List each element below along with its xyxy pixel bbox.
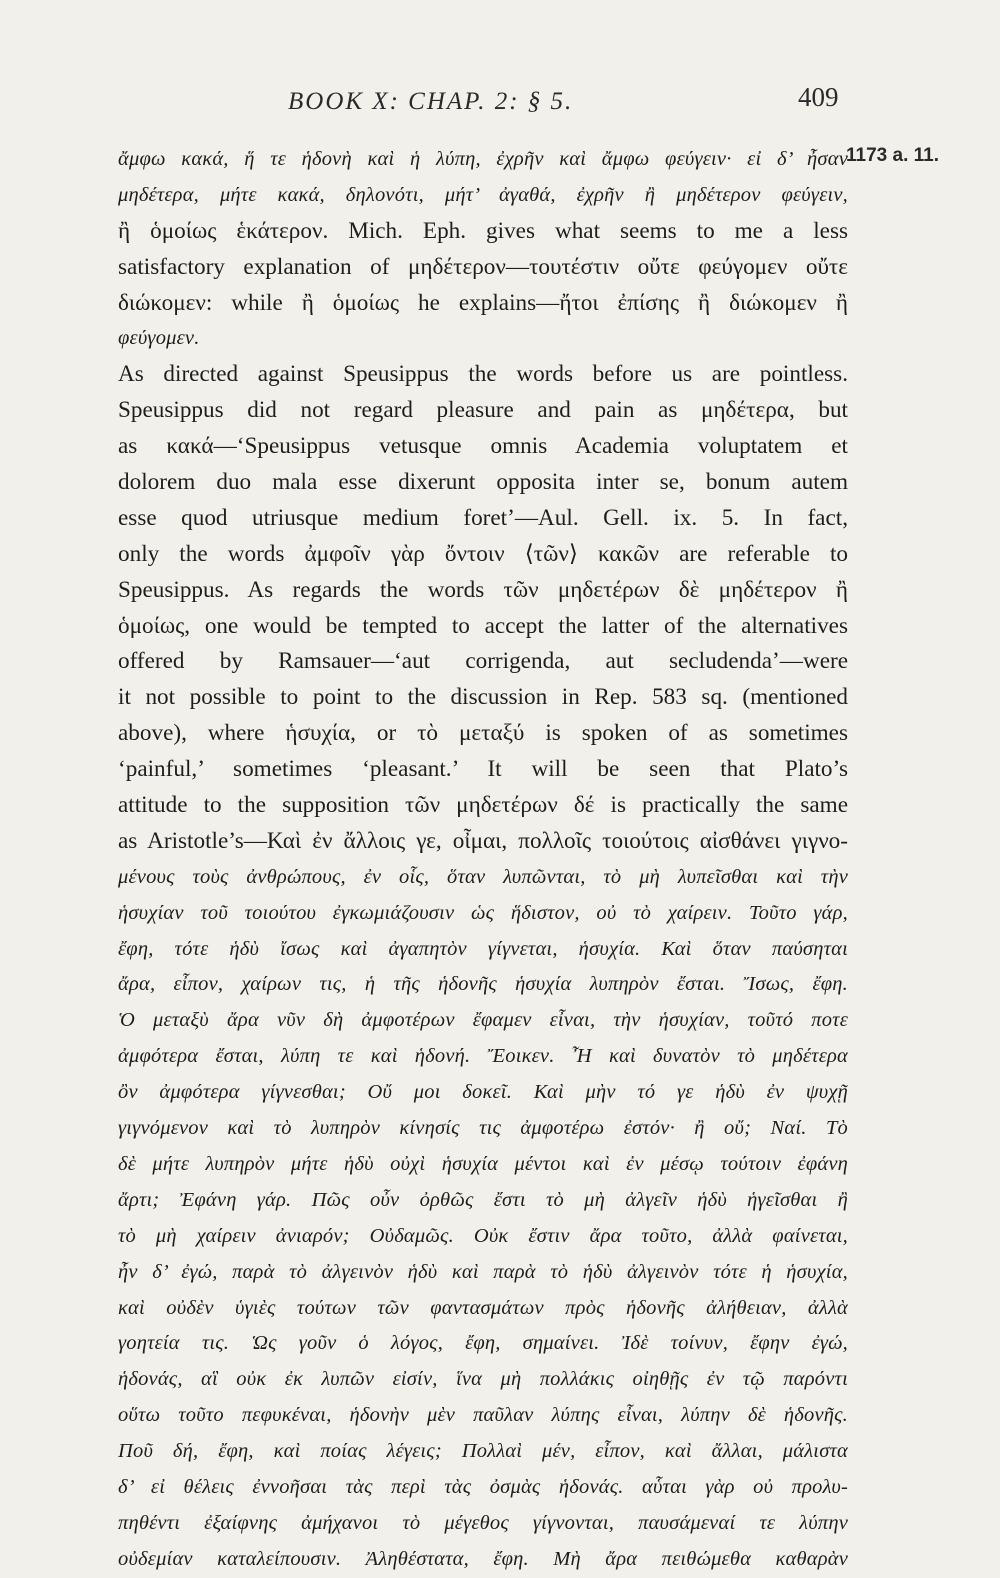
text-line: ἀμφότερα ἔσται, λύπη τε καὶ ἡδονή. Ἔοικεν. Ἦ καὶ δυνατὸν τὸ μηδέτερα <box>118 1045 848 1068</box>
text-line: Ποῦ δή, ἔφη, καὶ ποίας λέγεις; Πολλαὶ μέν, εἶπον, καὶ ἄλλαι, μάλιστα <box>118 1440 848 1463</box>
text-line: διώκομεν: while ἢ ὁμοίως he explains—ἤτοι ἐπίσης ἢ διώκομεν ἢ <box>118 289 848 316</box>
text-line: μηδέτερα, μήτε κακά, δηλονότι, μήτ’ ἀγαθά, ἐχρῆν ἢ μηδέτερον φεύγειν, <box>118 183 848 206</box>
text-line: Ὁ μεταξὺ ἄρα νῦν δὴ ἀμφοτέρων ἔφαμεν εἶναι, τὴν ἡσυχίαν, τοῦτό ποτε <box>118 1009 848 1032</box>
text-line: δὲ μήτε λυπηρὸν μήτε ἡδὺ οὐχὶ ἡσυχία μέντοι καὶ ἐν μέσῳ τούτοιν ἐφάνη <box>118 1152 848 1175</box>
text-line: ἄμφω κακά, ἥ τε ἡδονὴ καὶ ἡ λύπη, ἐχρῆν καὶ ἄμφω φεύγειν· εἰ δ’ ἦσαν <box>118 148 848 170</box>
text-line: satisfactory explanation of μηδέτερον—τουτέστιν οὔτε φεύγομεν οὔτε <box>118 253 848 280</box>
text-line: ὁμοίως, one would be tempted to accept the latter of the alternatives <box>118 612 848 639</box>
running-head-title: BOOK X: CHAP. 2: § 5. <box>288 88 574 115</box>
commentary-text <box>118 142 848 1578</box>
text-line: τὸ μὴ χαίρειν ἀνιαρόν; Οὐδαμῶς. Οὐκ ἔστιν ἄρα τοῦτο, ἀλλὰ φαίνεται, <box>118 1224 848 1247</box>
text-line: ἔφη, τότε ἡδὺ ἴσως καὶ ἀγαπητὸν γίγνεται, ἡσυχία. Καὶ ὅταν παύσηται <box>118 937 848 960</box>
text-line: esse quod utriusque medium foret’—Aul. Gell. ix. 5. In fact, <box>118 504 848 531</box>
text-line: πηθέντι ἐξαίφνης ἀμήχανοι τὸ μέγεθος γίγνονται, παυσάμεναί τε λύπην <box>118 1511 848 1534</box>
text-line: ἄρτι; Ἐφάνη γάρ. Πῶς οὖν ὀρθῶς ἔστι τὸ μὴ ἀλγεῖν ἡδὺ ἡγεῖσθαι ἢ <box>118 1188 848 1211</box>
running-head <box>0 82 1000 128</box>
margin-reference: 1173 a. 11. <box>846 145 939 166</box>
text-line: dolorem duo mala esse dixerunt opposita inter se, bonum autem <box>118 469 848 496</box>
text-line: ἦν δ’ ἐγώ, παρὰ τὸ ἀλγεινὸν ἡδὺ καὶ παρὰ τὸ ἡδὺ ἀλγεινὸν τότε ἡ ἡσυχία, <box>118 1260 848 1283</box>
text-line: γοητεία τις. Ὡς γοῦν ὁ λόγος, ἔφη, σημαίνει. Ἰδὲ τοίνυν, ἔφην ἐγώ, <box>118 1332 848 1355</box>
text-line: As directed against Speusippus the words before us are pointless. <box>118 361 848 388</box>
text-line: γιγνόμενον καὶ τὸ λυπηρὸν κίνησίς τις ἀμφοτέρω ἐστόν· ἢ οὔ; Ναί. Τὸ <box>118 1117 848 1140</box>
text-line: καὶ οὐδὲν ὑγιὲς τούτων τῶν φαντασμάτων πρὸς ἡδονῆς ἀλήθειαν, ἀλλὰ <box>118 1296 848 1319</box>
text-line: ἢ ὁμοίως ἑκάτερον. Mich. Eph. gives what seems to me a less <box>118 217 848 244</box>
text-line: οὕτω τοῦτο πεφυκέναι, ἡδονὴν μὲν παῦλαν λύπης εἶναι, λύπην δὲ ἡδονῆς. <box>118 1404 848 1427</box>
text-line: ἄρα, εἶπον, χαίρων τις, ἡ τῆς ἡδονῆς ἡσυχία λυπηρὸν ἔσται. Ἴσως, ἔφη. <box>118 973 848 996</box>
text-line: Speusippus did not regard pleasure and pain as μηδέτερα, but <box>118 397 848 424</box>
text-line: only the words ἀμφοῖν γὰρ ὄντοιν ⟨τῶν⟩ κακῶν are referable to <box>118 540 848 567</box>
text-line: φεύγομεν. <box>118 327 200 350</box>
text-line: ὂν ἀμφότερα γίγνεσθαι; Οὔ μοι δοκεῖ. Καὶ μὴν τό γε ἡδὺ ἐν ψυχῇ <box>118 1081 848 1104</box>
text-line: Speusippus. As regards the words τῶν μηδετέρων δὲ μηδέτερον ἢ <box>118 576 848 603</box>
text-line: ἡσυχίαν τοῦ τοιούτου ἐγκωμιάζουσιν ὡς ἥδιστον, οὐ τὸ χαίρειν. Τοῦτο γάρ, <box>118 901 848 924</box>
text-line: offered by Ramsauer—‘aut corrigenda, aut secludenda’—were <box>118 648 848 675</box>
text-line: as κακά—‘Speusippus vetusque omnis Academia voluptatem et <box>118 433 848 460</box>
text-line: above), where ἡσυχία, or τὸ μεταξύ is spoken of as sometimes <box>118 720 848 747</box>
text-line: as Aristotle’s—Καὶ ἐν ἄλλοις γε, οἶμαι, πολλοῖς τοιούτοις αἰσθάνει γιγνο- <box>118 827 848 854</box>
text-line: μένους τοὺς ἀνθρώπους, ἐν οἷς, ὅταν λυπῶνται, τὸ μὴ λυπεῖσθαι καὶ τὴν <box>118 865 848 888</box>
page-number: 409 <box>798 82 839 112</box>
text-line: attitude to the supposition τῶν μηδετέρων δέ is practically the same <box>118 792 848 819</box>
text-line: it not possible to point to the discussion in Rep. 583 sq. (mentioned <box>118 684 848 711</box>
text-line: δ’ εἰ θέλεις ἐννοῆσαι τὰς περὶ τὰς ὀσμὰς ἡδονάς. αὗται γὰρ οὐ προλυ- <box>118 1475 848 1498</box>
text-line: ‘painful,’ sometimes ‘pleasant.’ It will be seen that Plato’s <box>118 756 848 783</box>
text-line: οὐδεμίαν καταλείπουσιν. Ἀληθέστατα, ἔφη. Μὴ ἄρα πειθώμεθα καθαρὰν <box>118 1547 848 1570</box>
text-line: ἡδονάς, αἳ οὐκ ἐκ λυπῶν εἰσίν, ἵνα μὴ πολλάκις οἰηθῇς ἐν τῷ παρόντι <box>118 1368 848 1391</box>
